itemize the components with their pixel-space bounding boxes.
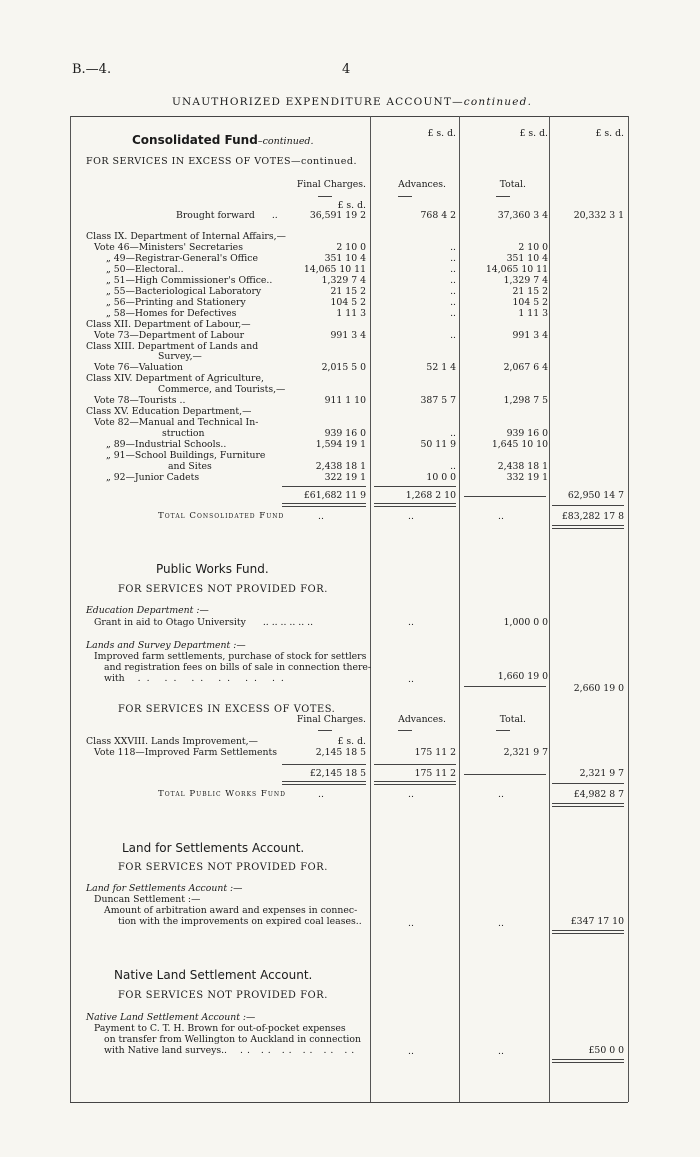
pw-total-dots-1: .. xyxy=(318,789,324,800)
pw-lands-line-2: and registration fees on bills of sale in connection there- xyxy=(104,662,372,673)
pw-title: Public Works Fund. xyxy=(156,562,269,576)
brought-forward-advances: 768 4 2 xyxy=(420,210,456,221)
divider-col2 xyxy=(459,116,460,1102)
pw-vote-total: 2,321 9 7 xyxy=(503,747,548,758)
ls-line-1: Amount of arbitration award and expenses in connec- xyxy=(104,905,358,916)
ls-subtitle: FOR SERVICES NOT PROVIDED FOR. xyxy=(118,862,328,873)
page-title-continued: continued. xyxy=(463,96,533,108)
cons-line-label: „ 89—Industrial Schools.. xyxy=(106,439,227,451)
nl-line-2: on transfer from Wellington to Auckland in connection xyxy=(104,1034,361,1045)
cons-line-total: 104 5 2 xyxy=(512,296,548,308)
pw-sum-dash xyxy=(464,774,546,775)
ls-sub: Duncan Settlement :— xyxy=(94,894,201,905)
cons-line-final: 1,594 19 1 xyxy=(315,439,366,451)
cons-total-dots-1: .. xyxy=(318,511,324,522)
nl-double xyxy=(552,1059,624,1063)
pw-head-final: Final Charges. xyxy=(296,714,366,725)
cons-line-total: 991 3 4 xyxy=(512,329,548,341)
brought-forward-total: 37,360 3 4 xyxy=(497,210,548,221)
cons-line-advances: .. xyxy=(450,274,456,286)
pw-edu-item-dots: .. .. .. .. .. .. xyxy=(262,617,314,628)
cons-line-label: „ 50—Electoral.. xyxy=(106,263,184,275)
cons-line-advances: .. xyxy=(450,307,456,319)
pw-dash-1 xyxy=(318,730,332,731)
cons-line-label: „ 49—Registrar-General's Office xyxy=(106,252,258,264)
cons-total-value: £83,282 17 8 xyxy=(561,511,624,522)
cons-line-label: Class XV. Education Department,— xyxy=(86,406,252,418)
page-ref: B.—4. xyxy=(72,62,112,77)
cons-line-final: 322 19 1 xyxy=(324,471,366,483)
col2-head: £ s. d. xyxy=(519,128,548,139)
head-advances: Advances. xyxy=(398,179,446,190)
cons-line-final: 991 3 4 xyxy=(330,329,366,341)
cons-total-dots-2: .. xyxy=(408,511,414,522)
cons-double-rule-2 xyxy=(374,503,456,507)
page-title-main: UNAUTHORIZED EXPENDITURE ACCOUNT— xyxy=(172,96,464,108)
pw-vote-final: 2,145 18 5 xyxy=(315,747,366,758)
cons-double-rule-1 xyxy=(282,503,366,507)
ls-value: £347 17 10 xyxy=(570,916,624,927)
head-total: Total. xyxy=(499,179,526,190)
cons-line-label: „ 58—Homes for Defectives xyxy=(106,307,237,319)
pw-head-advances: Advances. xyxy=(398,714,446,725)
divider-col1 xyxy=(370,116,371,1102)
pw-lands-line-3-dots: .. .. .. .. .. .. xyxy=(137,673,290,684)
nl-dots-2: .. xyxy=(498,1046,504,1057)
nl-line-3-text: with Native land surveys.. xyxy=(104,1045,228,1056)
cons-line-final: 1 11 3 xyxy=(336,307,366,319)
frame-right xyxy=(628,116,629,1102)
cons-line-advances: .. xyxy=(450,296,456,308)
cons-line-total: 351 10 4 xyxy=(506,252,548,264)
head-final-charges: Final Charges. xyxy=(296,179,366,190)
brought-forward-dots: .. xyxy=(271,210,278,221)
ls-line-2: tion with the improvements on expired coal leases.. xyxy=(118,916,362,927)
pw-double-2 xyxy=(374,781,456,785)
cons-line-final: 351 10 4 xyxy=(324,252,366,264)
cons-total-double xyxy=(552,525,624,529)
cons-line-total: 2 10 0 xyxy=(518,241,548,253)
cons-line-advances: .. xyxy=(450,285,456,297)
pw-head-total: Total. xyxy=(499,714,526,725)
cons-line-label: Class XII. Department of Labour,— xyxy=(86,318,251,330)
pw-edu-dots: .. xyxy=(408,617,414,628)
cons-line-label: Class XIV. Department of Agriculture, xyxy=(86,373,264,385)
cons-line-total: 2,067 6 4 xyxy=(503,362,548,374)
cons-sum-right: 62,950 14 7 xyxy=(567,490,624,501)
cons-line-advances: 10 0 0 xyxy=(426,471,456,483)
pw-sum-final: £2,145 18 5 xyxy=(309,768,366,779)
ls-dots-2: .. xyxy=(498,918,504,929)
currency-head: £ s. d. xyxy=(337,200,366,211)
brought-forward-right: 20,332 3 1 xyxy=(573,210,624,221)
pw-dash-3 xyxy=(496,730,510,731)
ls-head: Land for Settlements Account :— xyxy=(86,883,243,894)
cons-line-final: 2 10 0 xyxy=(336,241,366,253)
frame-left xyxy=(70,116,71,1102)
nl-line-3 xyxy=(104,1045,358,1056)
nl-line-1: Payment to C. T. H. Brown for out-of-pocket expenses xyxy=(94,1023,346,1034)
cons-line-final: 104 5 2 xyxy=(330,296,366,308)
short-dash-1 xyxy=(318,196,332,197)
cons-line-label: Vote 46—Ministers' Secretaries xyxy=(94,241,243,253)
cons-line-label: and Sites xyxy=(168,460,212,472)
pw-lands-line-1: Improved farm settlements, purchase of stock for settlers xyxy=(94,651,367,662)
pw-right-sum: 2,660 19 0 xyxy=(573,683,624,694)
pw-lands-total: 1,660 19 0 xyxy=(497,671,548,682)
cons-line-label: „ 51—High Commissioner's Office.. xyxy=(106,274,273,286)
short-dash-3 xyxy=(496,196,510,197)
cons-line-advances: 50 11 9 xyxy=(420,439,456,451)
cons-total-dots-3: .. xyxy=(498,511,504,522)
cons-line-label: Commerce, and Tourists,— xyxy=(158,384,286,396)
cons-line-advances: .. xyxy=(450,252,456,264)
brought-forward-label xyxy=(176,210,278,221)
ls-title: Land for Settlements Account. xyxy=(122,841,305,855)
pw-total-dots-2: .. xyxy=(408,789,414,800)
pw-class-line: Class XXVIII. Lands Improvement,— xyxy=(86,736,258,747)
pw-edu-item xyxy=(94,617,313,628)
cons-sum-rule-1 xyxy=(282,486,366,487)
cons-line-label: „ 55—Bacteriological Laboratory xyxy=(106,285,262,297)
page-number: 4 xyxy=(342,62,351,77)
pw-total-dots-3: .. xyxy=(498,789,504,800)
col1-head: £ s. d. xyxy=(427,128,456,139)
cons-line-label: Vote 76—Valuation xyxy=(94,362,183,374)
pw-edu-head: Education Department :— xyxy=(86,605,209,616)
cons-line-label: „ 56—Printing and Stationery xyxy=(106,296,246,308)
short-dash-2 xyxy=(398,196,412,197)
bottom-rule xyxy=(70,1102,628,1103)
pw-lands-head: Lands and Survey Department :— xyxy=(86,640,246,651)
brought-forward-text: Brought forward xyxy=(176,210,255,221)
cons-sum-advances: 1,268 2 10 xyxy=(405,490,456,501)
nl-value: £50 0 0 xyxy=(588,1045,624,1056)
pw-lands-dots: .. xyxy=(408,674,414,685)
page-title xyxy=(172,96,532,108)
top-rule xyxy=(70,116,628,117)
pw-sum-rule-1 xyxy=(282,764,366,765)
cons-line-final: 939 16 0 xyxy=(324,428,366,440)
divider-col3 xyxy=(549,116,550,1102)
cons-sum-rule-2 xyxy=(374,486,456,487)
consolidated-subtitle: FOR SERVICES IN EXCESS OF VOTES—continued. xyxy=(86,156,357,167)
cons-sum-dash xyxy=(464,496,546,497)
cons-line-total: 21 15 2 xyxy=(512,285,548,297)
pw-vote-line: Vote 118—Improved Farm Settlements xyxy=(94,747,278,758)
cons-line-advances: .. xyxy=(450,263,456,275)
pw-right-rule xyxy=(552,783,624,784)
cons-line-final: 14,065 10 11 xyxy=(303,263,366,275)
cons-line-advances: .. xyxy=(450,329,456,341)
cons-line-advances: .. xyxy=(450,460,456,472)
cons-line-final: 21 15 2 xyxy=(330,285,366,297)
nl-subtitle: FOR SERVICES NOT PROVIDED FOR. xyxy=(118,990,328,1001)
cons-line-label: Vote 73—Department of Labour xyxy=(94,329,245,341)
pw-lands-line-3 xyxy=(104,673,290,684)
consolidated-title-cont: –continued. xyxy=(257,136,314,147)
cons-line-advances: .. xyxy=(450,428,456,440)
ls-dots-1: .. xyxy=(408,918,414,929)
pw-vote-adv: 175 11 2 xyxy=(414,747,456,758)
pw-currency-head: £ s. d. xyxy=(337,736,366,747)
pw-sum-rule-2 xyxy=(374,764,456,765)
nl-dots-1: .. xyxy=(408,1046,414,1057)
brought-forward-final: 36,591 19 2 xyxy=(309,210,366,221)
cons-line-total: 1 11 3 xyxy=(518,307,548,319)
pw-total-value: £4,982 8 7 xyxy=(573,789,624,800)
cons-line-final: 911 1 10 xyxy=(324,395,366,407)
cons-line-final: 2,438 18 1 xyxy=(315,460,366,472)
cons-line-final: 1,329 7 4 xyxy=(321,274,366,286)
cons-line-total: 939 16 0 xyxy=(506,428,548,440)
cons-line-label: Vote 82—Manual and Technical In- xyxy=(94,417,259,429)
col3-head: £ s. d. xyxy=(595,128,624,139)
pw-total-double xyxy=(552,803,624,807)
pw-subtitle: FOR SERVICES NOT PROVIDED FOR. xyxy=(118,584,328,595)
cons-line-label: struction xyxy=(162,428,205,440)
pw-lands-rule xyxy=(464,686,546,687)
cons-line-label: „ 92—Junior Cadets xyxy=(106,471,200,483)
pw-double-1 xyxy=(282,781,366,785)
pw-excess-title: FOR SERVICES IN EXCESS OF VOTES. xyxy=(118,704,336,715)
consolidated-title xyxy=(132,133,314,147)
consolidated-title-main: Consolidated Fund xyxy=(132,133,258,147)
cons-line-total: 332 19 1 xyxy=(506,471,548,483)
cons-line-label: Class XIII. Department of Lands and xyxy=(86,340,259,352)
pw-edu-item-text: Grant in aid to Otago University xyxy=(94,617,246,628)
cons-line-total: 1,329 7 4 xyxy=(503,274,548,286)
ls-double xyxy=(552,930,624,934)
cons-line-label: Class IX. Department of Internal Affairs,— xyxy=(86,231,286,242)
cons-line-advances: .. xyxy=(450,241,456,253)
pw-sum-adv: 175 11 2 xyxy=(414,768,456,779)
nl-title: Native Land Settlement Account. xyxy=(114,968,313,982)
pw-lands-line-3-text: with xyxy=(104,673,125,684)
nl-head: Native Land Settlement Account :— xyxy=(86,1012,256,1023)
cons-line-label: Survey,— xyxy=(158,351,202,363)
pw-sum-right: 2,321 9 7 xyxy=(579,768,624,779)
cons-line-total: 1,298 7 5 xyxy=(503,395,548,407)
cons-line-total: 14,065 10 11 xyxy=(485,263,548,275)
cons-line-total: 1,645 10 10 xyxy=(491,439,548,451)
cons-sum-final: £61,682 11 9 xyxy=(303,490,366,501)
pw-edu-total: 1,000 0 0 xyxy=(503,617,548,628)
pw-total-label: Total Public Works Fund xyxy=(158,789,286,799)
pw-dash-2 xyxy=(398,730,412,731)
cons-line-total: 2,438 18 1 xyxy=(497,460,548,472)
cons-line-advances: 387 5 7 xyxy=(420,395,456,407)
nl-line-3-dots: .. .. .. .. .. .. xyxy=(239,1045,359,1056)
cons-line-label: „ 91—School Buildings, Furniture xyxy=(106,450,266,461)
cons-line-final: 2,015 5 0 xyxy=(321,362,366,374)
cons-right-rule xyxy=(552,505,624,506)
cons-total-label: Total Consolidated Fund xyxy=(158,511,285,521)
cons-line-label: Vote 78—Tourists .. xyxy=(94,395,186,407)
cons-line-advances: 52 1 4 xyxy=(426,362,456,374)
